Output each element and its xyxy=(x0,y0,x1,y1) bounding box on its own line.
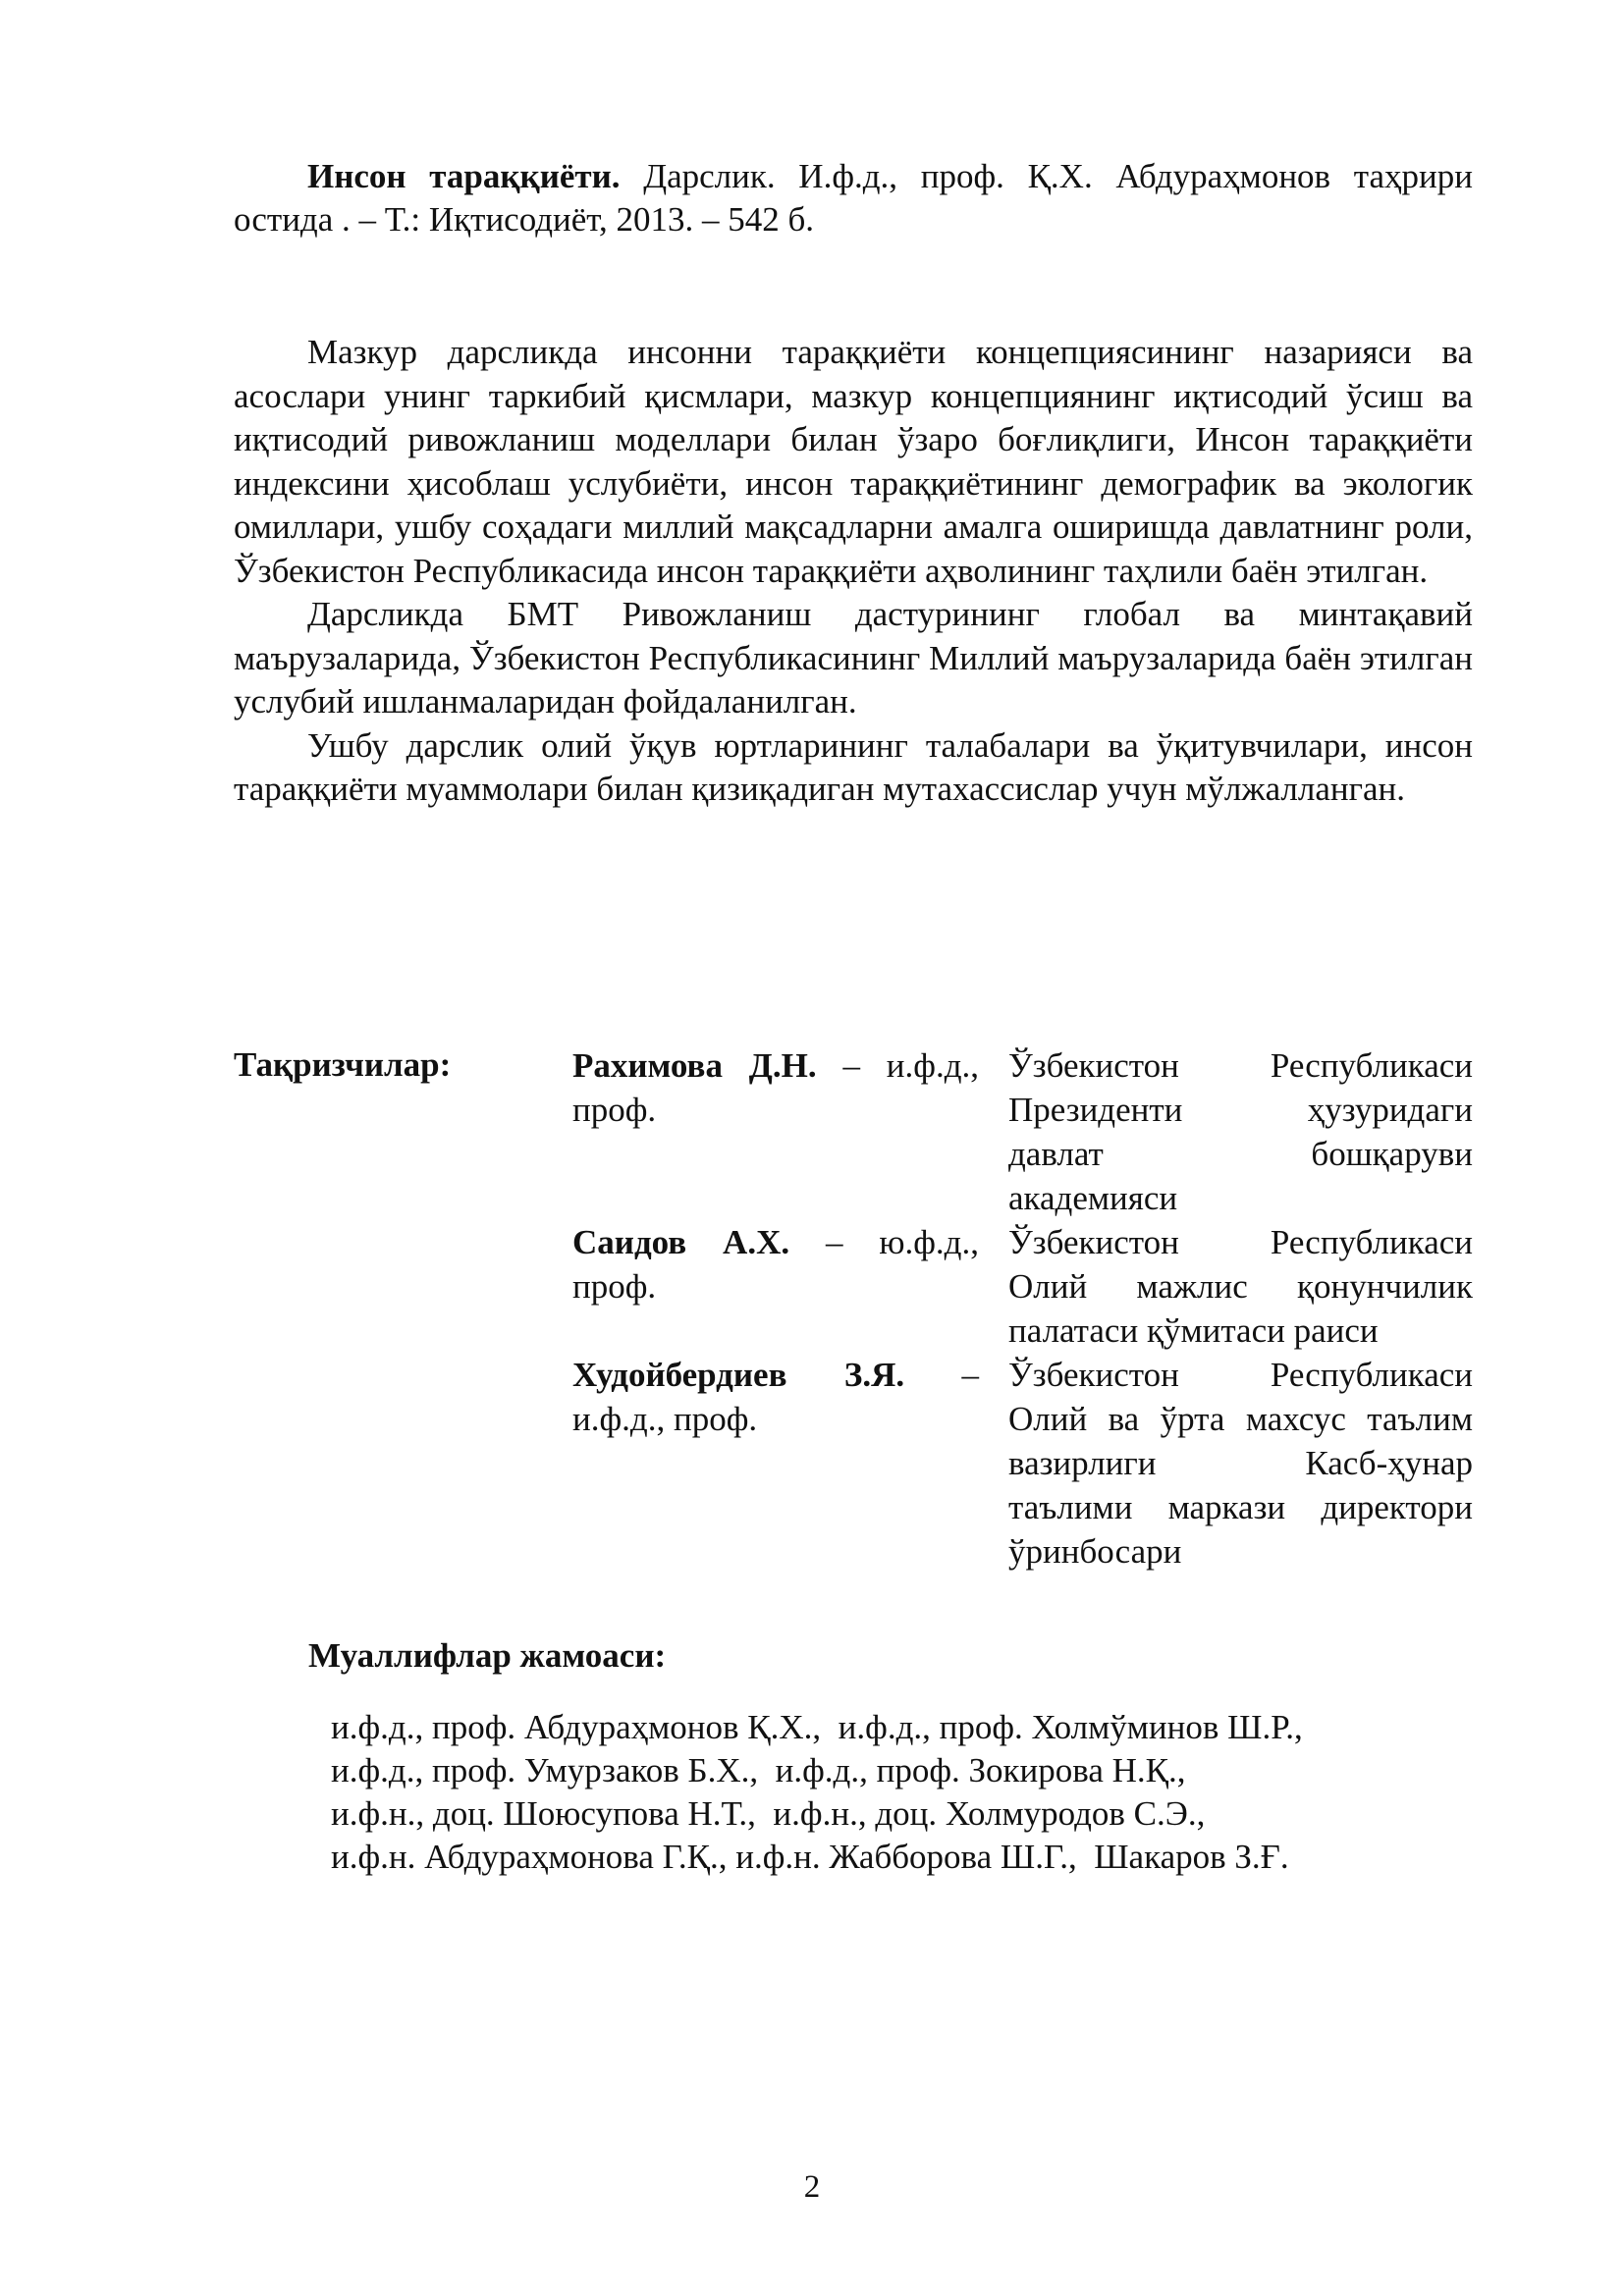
org-line: вазирлиги Касб-ҳунар xyxy=(1008,1444,1473,1482)
org-line: ўринбосари xyxy=(1008,1532,1182,1571)
bibliographic-entry xyxy=(234,155,1473,241)
org-line: таълими маркази директори xyxy=(1008,1488,1473,1526)
authors-title: Муаллифлар жамоаси: xyxy=(308,1636,667,1675)
authors-line: и.ф.н., доц. Шоюсупова Н.Т., и.ф.н., доц. Холмуродов С.Э., xyxy=(331,1794,1206,1833)
abstract-paragraph: Дарсликда БМТ Ривожланиш дастурининг глобал ва минтақавий маърузаларида, Ўзбекистон Республикасининг Миллий маърузаларида баён этилган услубий ишланмаларидан фойдаланилган. xyxy=(234,595,1473,721)
org-line: академияси xyxy=(1008,1179,1178,1217)
reviewer-name: Рахимова Д.Н. xyxy=(572,1046,817,1085)
authors-line: и.ф.д., проф. Умурзаков Б.Х., и.ф.д., проф. Зокирова Н.Қ., xyxy=(331,1751,1186,1789)
reviewer-organization xyxy=(1008,1353,1473,1574)
reviewer-name: Саидов А.Х. xyxy=(572,1223,790,1261)
reviewer-name-block xyxy=(572,1353,979,1574)
org-line: давлат бошқаруви xyxy=(1008,1135,1473,1173)
reviewer-degree: – ю.ф.д., проф. xyxy=(572,1223,979,1306)
page-number: 2 xyxy=(803,2169,821,2205)
reviewer-organization xyxy=(1008,1220,1473,1353)
org-line: Олий мажлис қонунчилик xyxy=(1008,1267,1473,1306)
reviewer-name-block xyxy=(572,1220,979,1353)
bibliographic-details: Дарслик. И.ф.д., проф. Қ.Х. Абдураҳмонов таҳрири остида . – Т.: Иқтисодиёт, 2013. – 542 б. xyxy=(234,157,1473,239)
reviewers-label: Тақризчилар: xyxy=(234,1045,452,1084)
reviewer-degree: – и.ф.д., проф. xyxy=(572,1046,980,1129)
reviewer-name-block xyxy=(572,1043,979,1220)
reviewer-entry xyxy=(572,1043,1473,1220)
reviewer-degree: – и.ф.д., проф. xyxy=(572,1356,979,1438)
reviewer-organization xyxy=(1008,1043,1473,1220)
org-line: Олий ва ўрта махсус таълим xyxy=(1008,1400,1473,1438)
org-line: Ўзбекистон Республикаси xyxy=(1008,1046,1473,1085)
authors-line: и.ф.д., проф. Абдураҳмонов Қ.Х., и.ф.д., проф. Холмўминов Ш.Р., xyxy=(331,1708,1303,1746)
authors-list xyxy=(331,1706,1303,1879)
org-line: Ўзбекистон Республикаси xyxy=(1008,1356,1473,1394)
book-title: Инсон тараққиёти. xyxy=(307,157,621,195)
org-line: Ўзбекистон Республикаси xyxy=(1008,1223,1473,1261)
org-line: палатаси қўмитаси раиси xyxy=(1008,1311,1379,1350)
reviewer-name: Худойбердиев З.Я. xyxy=(572,1356,905,1394)
authors-line: и.ф.н. Абдураҳмонова Г.Қ., и.ф.н. Жабборова Ш.Г., Шакаров З.Ғ. xyxy=(331,1838,1289,1876)
abstract xyxy=(234,331,1473,812)
abstract-paragraph: Мазкур дарсликда инсонни тараққиёти концепциясининг назарияси ва асослари унинг таркибий қисмлари, мазкур концепциянинг иқтисодий ўсиш ва иқтисодий ривожланиш моделлари билан ўзаро боғлиқлиги, Инсон тараққиёти индексини ҳисоблаш услубиёти, инсон тараққиётининг демографик ва экологик омиллари, ушбу соҳадаги миллий мақсадларни амалга оширишда давлатнинг роли, Ўзбекистон Республикасида инсон тараққиёти аҳволининг таҳлили баён этилган. xyxy=(234,333,1473,590)
abstract-paragraph: Ушбу дарслик олий ўқув юртларининг талабалари ва ўқитувчилари, инсон тараққиёти муаммолари билан қизиқадиган мутахассислар учун мўлжалланган. xyxy=(234,725,1473,808)
reviewer-entry xyxy=(572,1353,1473,1574)
org-line: Президенти ҳузуридаги xyxy=(1008,1091,1473,1129)
reviewer-entry xyxy=(572,1220,1473,1353)
